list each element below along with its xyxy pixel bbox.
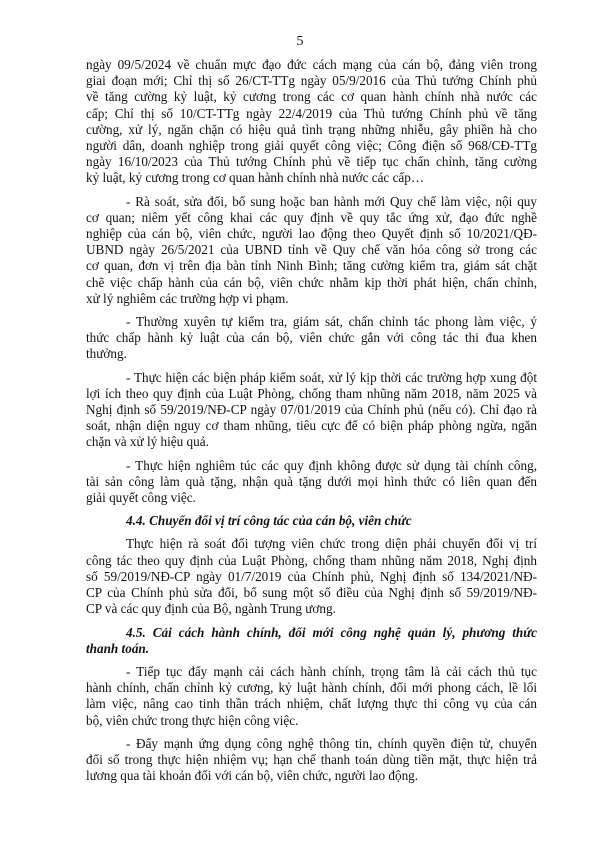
paragraph [86, 370, 537, 451]
paragraph [86, 536, 537, 617]
text-line: 4.5. Cải cách hành chính, đổi mới công nghệ quản lý, phương thức [126, 624, 537, 640]
text-line: ngày 16/10/2023 của Thủ tướng Chính phủ về tiếp tục chấn chỉnh, tăng cường [86, 154, 537, 170]
document-body [86, 57, 537, 784]
text-line: thanh toán. [86, 640, 150, 656]
section-heading [86, 513, 537, 529]
text-line: lợi ích theo quy định của Luật Phòng, chống tham nhũng năm 2018, năm 2025 và [86, 385, 537, 401]
text-line: CP của Chính phủ sửa đổi, bổ sung một số điều của Nghị định số 59/2019/NĐ- [86, 585, 537, 601]
text-line: UBND ngày 26/5/2021 của UBND tỉnh về Quy chế văn hóa công sở trong các [86, 242, 537, 258]
text-line: chẽ việc chấp hành của cán bộ, viên chức nhằm kịp thời phát hiện, chấn chỉnh, [86, 274, 537, 290]
text-line: chặn và xử lý hiệu quả. [86, 434, 209, 450]
text-line: Thực hiện rà soát đối tượng viên chức trong diện phải chuyển đổi vị trí [126, 536, 537, 552]
text-line: - Tiếp tục đẩy mạnh cải cách hành chính, trọng tâm là cải cách thủ tục [126, 663, 537, 679]
text-line: - Thường xuyên tự kiểm tra, giám sát, chấn chỉnh tác phong làm việc, ý [126, 314, 537, 330]
text-line: cấp; Chỉ thị số 10/CT-TTg ngày 22/4/2019 của Thủ tướng Chính phủ về tăng [86, 105, 537, 121]
text-line: 4.4. Chuyển đổi vị trí công tác của cán bộ, viên chức [126, 513, 412, 529]
paragraph [86, 194, 537, 307]
text-line: xử lý nghiêm các trường hợp vi phạm. [86, 290, 289, 306]
text-line: soát, nhận diện nguy cơ tham nhũng, tiêu cực để có biện pháp phòng ngừa, ngăn [86, 418, 537, 434]
text-line: làm việc, nâng cao tinh thần trách nhiệm, chất lượng thực thi công vụ của cán [86, 696, 537, 712]
text-line: cường, xử lý, ngăn chặn có hiệu quả tình trạng những nhiễu, gây phiền hà cho [86, 121, 537, 137]
paragraph [86, 664, 537, 729]
text-line: giải quyết công việc. [86, 490, 196, 506]
text-line: bộ, viên chức trong thực hiện công việc. [86, 712, 299, 728]
text-line: CP và các quy định của Bộ, ngành Trung ương. [86, 601, 336, 617]
page-number: 5 [296, 34, 304, 49]
paragraph [86, 314, 537, 363]
text-line: thức chấp hành kỷ luật của cán bộ, viên chức gắn với công tác thi đua khen [86, 330, 537, 346]
text-line: ngày 09/5/2024 về chuẩn mực đạo đức cách mạng của cán bộ, đảng viên trong [86, 57, 537, 72]
text-line: - Thực hiện nghiêm túc các quy định không được sử dụng tài chính công, [126, 457, 537, 473]
text-line: nghiệp của cán bộ, viên chức, người lao động theo Quyết định số 10/2021/QĐ- [86, 226, 537, 242]
text-line: - Rà soát, sửa đổi, bổ sung hoặc ban hành mới Quy chế làm việc, nội quy [126, 193, 537, 209]
section-heading [86, 625, 537, 657]
paragraph [86, 57, 537, 187]
text-line: số 59/2019/NĐ-CP ngày 01/7/2019 của Chính phủ, Nghị định số 134/2021/NĐ- [86, 568, 537, 584]
text-line: lương qua tài khoản đối với cán bộ, viên chức, người lao động. [86, 768, 419, 784]
text-line: Nghị định số 59/2019/NĐ-CP ngày 07/01/2019 của Chính phủ (nếu có). Chỉ đạo rà [86, 402, 537, 418]
text-line: - Thực hiện các biện pháp kiểm soát, xử lý kịp thời các trường hợp xung đột [126, 369, 537, 385]
text-line: thưởng. [86, 346, 127, 362]
text-line: tài sản công làm quà tặng, nhận quà tặng dưới mọi hình thức có liên quan đến [86, 473, 537, 489]
paragraph [86, 736, 537, 785]
text-line: đổi số trong thực hiện nhiệm vụ; hạn chế thanh toán dùng tiền mặt, thực hiện trả [86, 751, 537, 767]
text-line: về tăng cường kỷ luật, kỷ cương trong các cơ quan hành chính nhà nước các [86, 89, 537, 105]
text-line: công tác theo quy định của Luật Phòng, chống tham nhũng năm 2018, Nghị định [86, 552, 537, 568]
text-line: cơ quan, đơn vị trên địa bàn tỉnh Ninh Bình; tăng cường kiểm tra, giám sát chặt [86, 258, 537, 274]
text-line: - Đẩy mạnh ứng dụng công nghệ thông tin, chính quyền điện tử, chuyển [126, 735, 537, 751]
text-line: người dân, doanh nghiệp trong giải quyết công việc; Công điện số 968/CĐ-TTg [86, 138, 537, 154]
text-line: kỷ luật, kỷ cương trong cơ quan hành chính nhà nước các cấp… [86, 170, 425, 186]
paragraph [86, 458, 537, 507]
text-line: giai đoạn mới; Chỉ thị số 26/CT-TTg ngày 05/9/2016 của Thủ tướng Chính phủ [86, 73, 537, 89]
text-line: cơ quan; niêm yết công khai các quy định về quy tắc ứng xử, đạo đức nghề [86, 209, 537, 225]
text-line: hành chính, chấn chỉnh kỷ cương, kỷ luật hành chính, đổi mới phong cách, lề lối [86, 680, 537, 696]
